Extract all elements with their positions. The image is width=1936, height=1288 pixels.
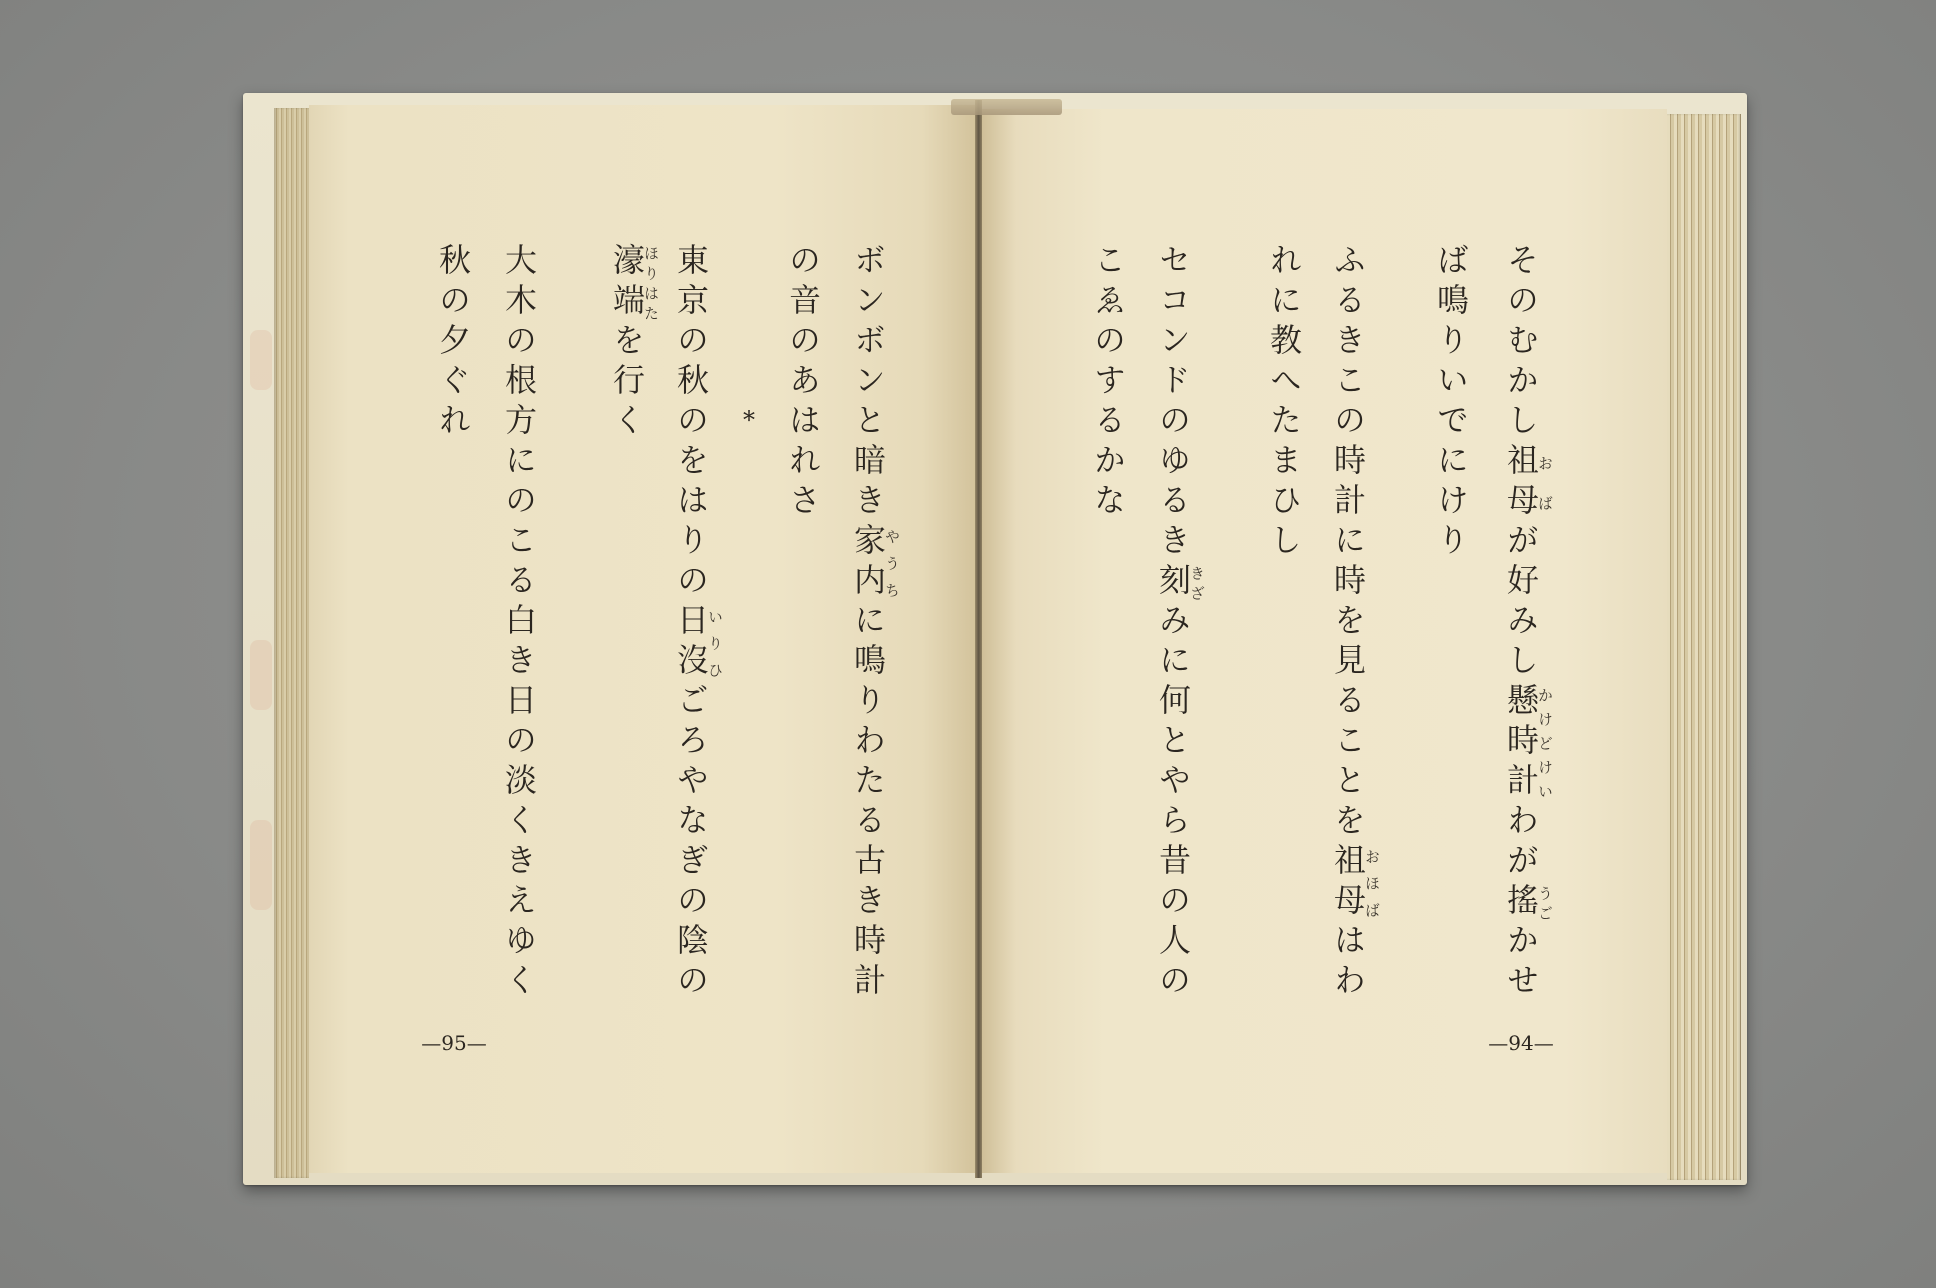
text-run: はわ bbox=[1329, 923, 1367, 1003]
page-edges-left bbox=[274, 108, 309, 1178]
ruby-word bbox=[1154, 563, 1206, 603]
ruby-base-text: 祖母 bbox=[1329, 843, 1367, 923]
page-number: —94— bbox=[1488, 1031, 1554, 1055]
text-run: れに教へたまひし bbox=[1265, 243, 1303, 563]
page-edges-right bbox=[1667, 114, 1741, 1180]
furigana: かけどけい bbox=[1536, 683, 1554, 803]
text-run: 東京の秋のをはりの bbox=[672, 243, 710, 603]
furigana: やうち bbox=[883, 523, 901, 603]
text-run: セコンドのゆるき bbox=[1154, 243, 1192, 563]
text-run: ふるきこの時計に時を見ることを bbox=[1329, 243, 1367, 843]
cover-stain bbox=[250, 820, 272, 910]
text-column bbox=[484, 243, 554, 1063]
ruby-word bbox=[672, 603, 724, 683]
furigana: おほば bbox=[1363, 843, 1381, 923]
ruby-word bbox=[1502, 883, 1554, 923]
text-run: を行く bbox=[608, 323, 646, 443]
ruby-base-text: 日沒 bbox=[672, 603, 710, 683]
ruby-word bbox=[1502, 443, 1554, 523]
text-column bbox=[1073, 243, 1143, 1063]
text-run: 大木の根方にのこる白き日の淡くきえゆく bbox=[500, 243, 538, 1003]
text-run: わが bbox=[1502, 803, 1540, 883]
furigana: きざ bbox=[1188, 563, 1206, 603]
text-column bbox=[768, 243, 838, 1063]
gutter bbox=[975, 100, 982, 1178]
text-run: に鳴りわたる古き時計 bbox=[849, 603, 887, 1003]
text-run: の音のあはれさ bbox=[784, 243, 822, 523]
text-run: かせ bbox=[1502, 923, 1540, 1003]
text-column bbox=[656, 243, 726, 1063]
ruby-base-text: 祖母 bbox=[1502, 443, 1540, 523]
furigana: うご bbox=[1536, 883, 1554, 923]
text-column bbox=[418, 243, 488, 1063]
text-column bbox=[1313, 243, 1383, 1063]
text-run: そのむかし bbox=[1502, 243, 1540, 443]
text-column bbox=[592, 243, 662, 1063]
spine-fray bbox=[951, 99, 1062, 115]
text-run: ば鳴りいでにけり bbox=[1432, 243, 1470, 563]
text-column bbox=[1138, 243, 1208, 1063]
text-column bbox=[1416, 243, 1486, 1063]
cover-stain bbox=[250, 640, 272, 710]
ruby-word bbox=[608, 243, 660, 323]
cover-stain bbox=[250, 330, 272, 390]
ruby-base-text: 懸時計 bbox=[1502, 683, 1540, 803]
ruby-base-text: 搖 bbox=[1502, 883, 1540, 923]
ruby-base-text: 刻 bbox=[1154, 563, 1192, 603]
text-run: ボンボンと暗き bbox=[849, 243, 887, 523]
furigana: ほりはた bbox=[642, 243, 660, 323]
text-run: が好みし bbox=[1502, 523, 1540, 683]
text-run: 秋の夕ぐれ bbox=[434, 243, 472, 443]
text-column bbox=[1486, 243, 1556, 1063]
text-run: みに何とやら昔の人の bbox=[1154, 603, 1192, 1003]
ruby-word bbox=[849, 523, 901, 603]
text-run: ごろやなぎの陰の bbox=[672, 683, 710, 1003]
ruby-base-text: 家内 bbox=[849, 523, 887, 603]
ruby-word bbox=[1502, 683, 1554, 803]
ruby-word bbox=[1329, 843, 1381, 923]
furigana: おば bbox=[1536, 443, 1554, 523]
text-run: こゑのするかな bbox=[1089, 243, 1127, 523]
section-separator: * bbox=[743, 406, 755, 434]
page-number: —95— bbox=[421, 1031, 487, 1055]
furigana: いりひ bbox=[706, 603, 724, 683]
ruby-base-text: 濠端 bbox=[608, 243, 646, 323]
text-column bbox=[833, 243, 903, 1063]
text-column bbox=[1249, 243, 1319, 1063]
